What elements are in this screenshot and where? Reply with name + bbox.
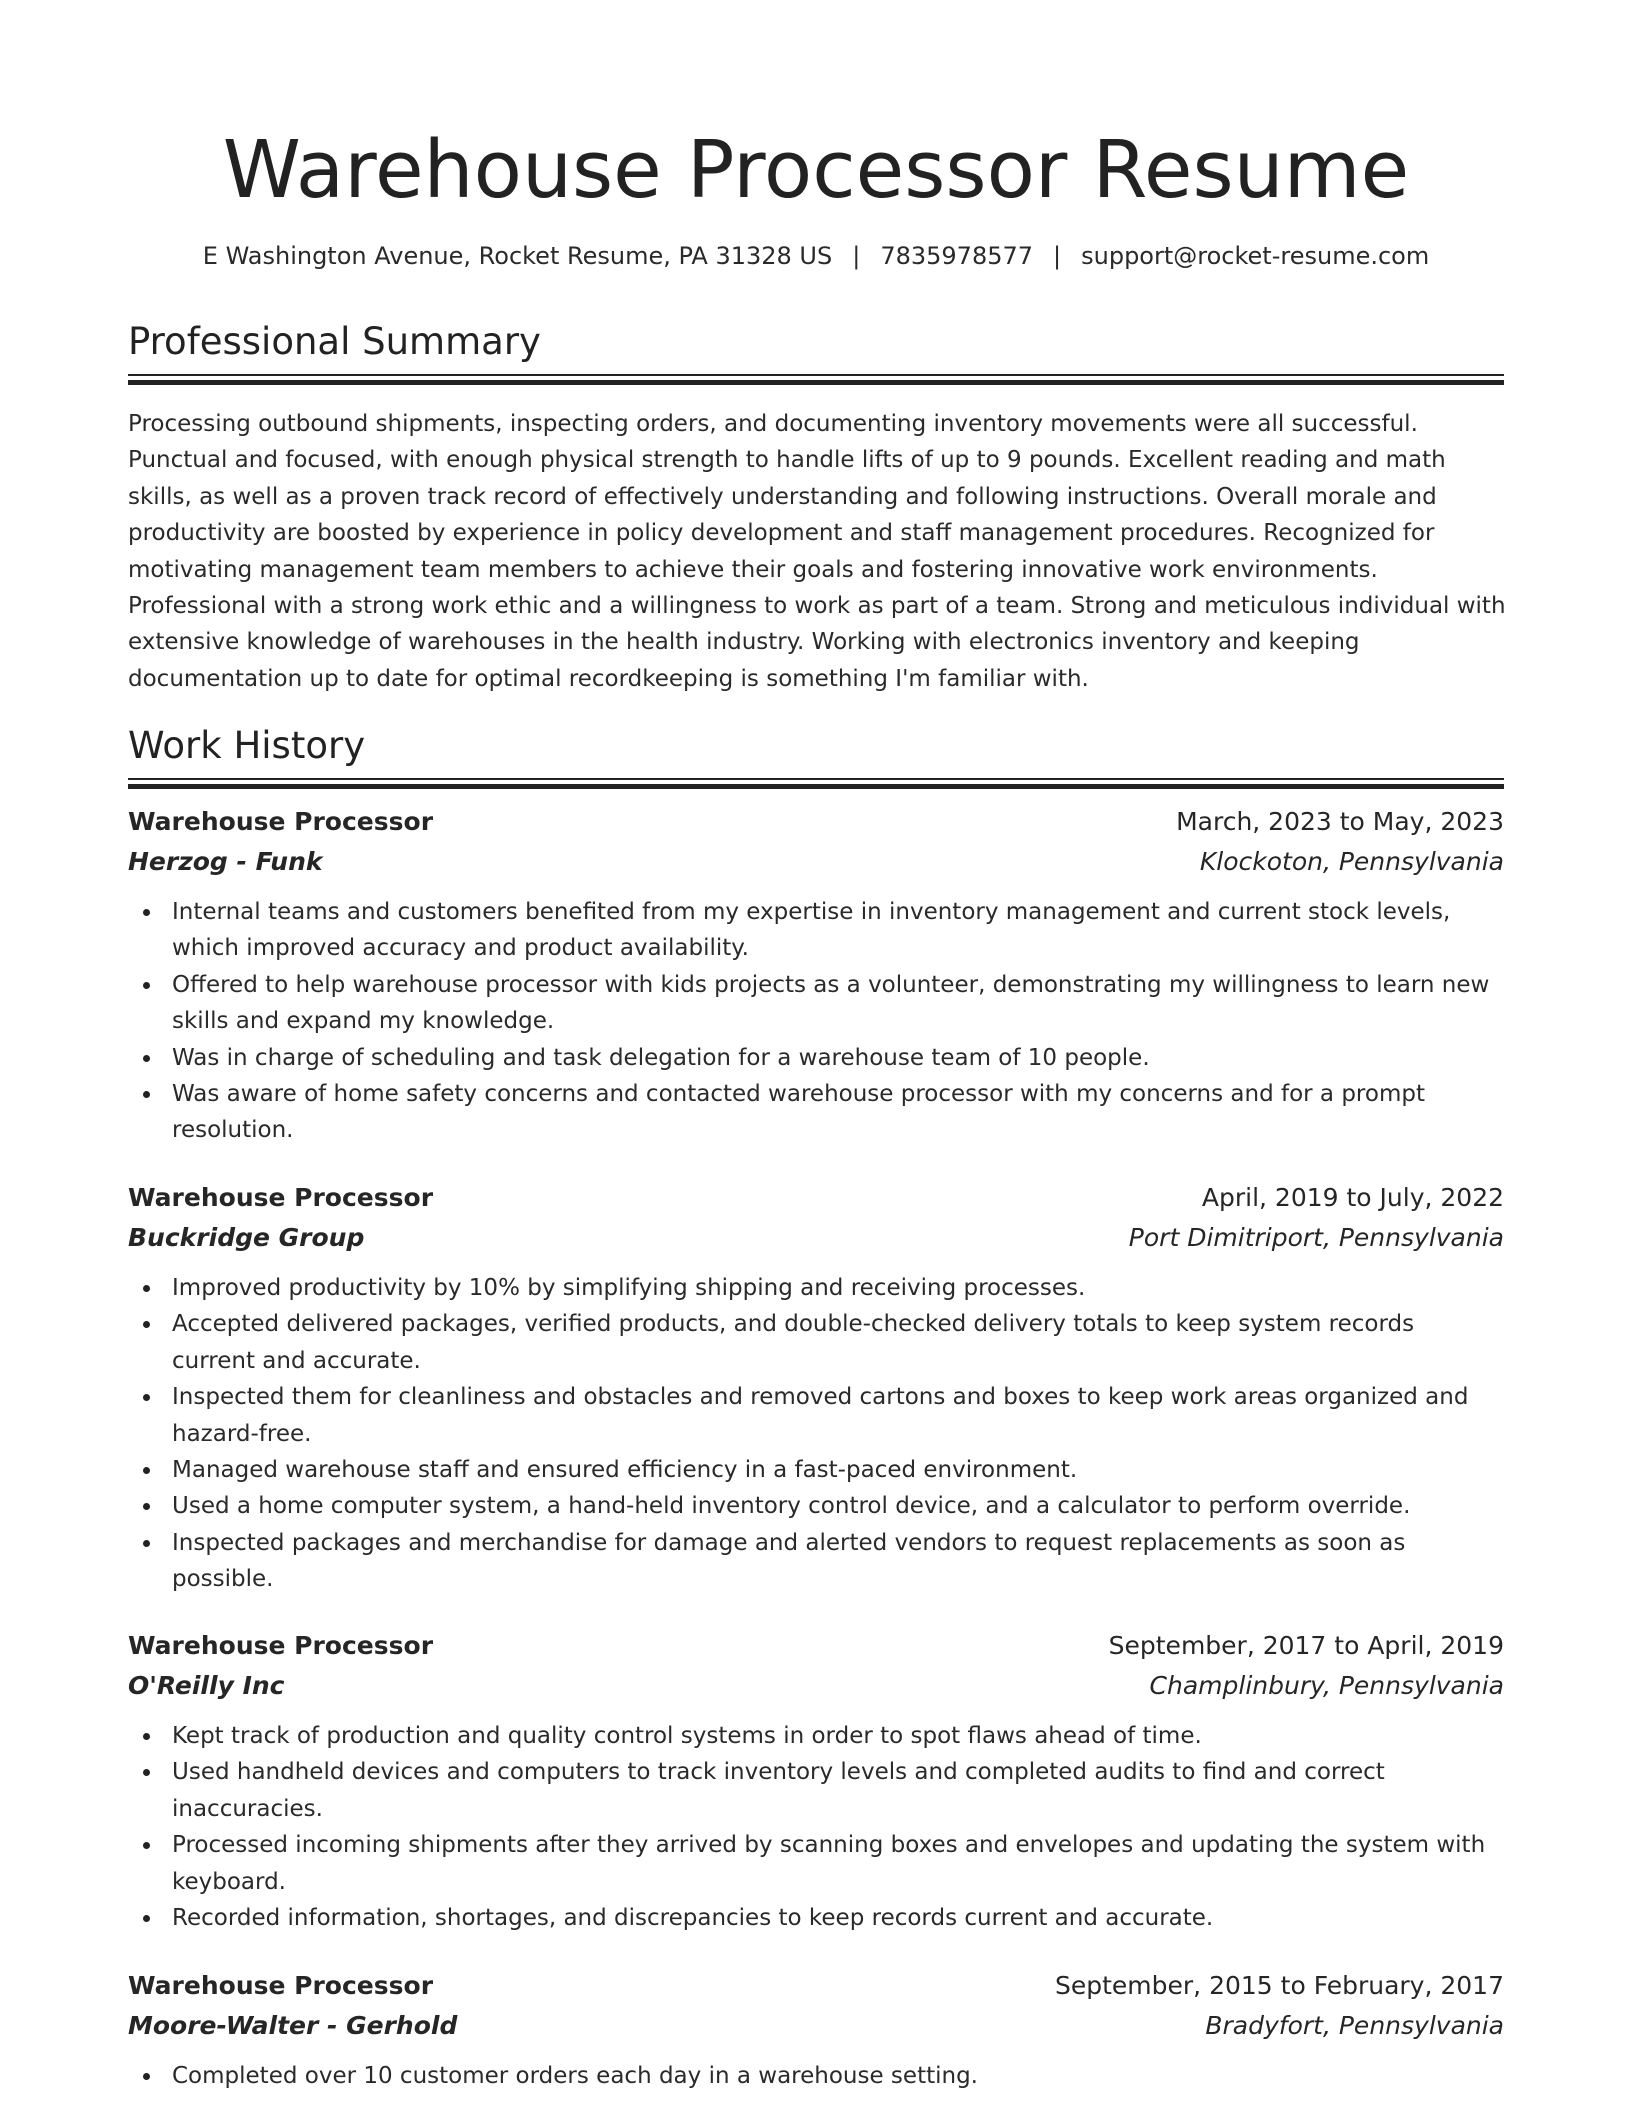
resume-title: Warehouse Processor Resume: [222, 124, 1410, 216]
job-dates: April, 2019 to July, 2022: [1201, 1183, 1504, 1212]
job-location: Champlinbury, Pennsylvania: [1149, 1671, 1504, 1700]
job-company-row: [128, 1218, 1504, 1258]
job-bullet: Inspected packages and merchandise for damage and alerted vendors to request replacements as soon as possible.: [128, 1525, 1504, 1598]
job-entry: [128, 1178, 1504, 1598]
job-entry: [128, 802, 1504, 1149]
job-bullet: Was aware of home safety concerns and contacted warehouse processor with my concerns and for a prompt resolution.: [128, 1076, 1504, 1149]
job-company: O'Reilly Inc: [128, 1671, 285, 1700]
job-company-row: [128, 842, 1504, 882]
job-bullet: Accepted delivered packages, verified products, and double-checked delivery totals to keep system records current and accurate.: [128, 1306, 1504, 1379]
job-bullet: Completed over 10 customer orders each day in a warehouse setting.: [128, 2058, 1504, 2094]
job-bullet: Recorded information, shortages, and discrepancies to keep records current and accurate.: [128, 1900, 1504, 1936]
job-header-row: [128, 1966, 1504, 2006]
job-bullet-list: [128, 894, 1504, 1149]
job-dates: September, 2017 to April, 2019: [1108, 1631, 1504, 1660]
job-bullet: Offered to help warehouse processor with kids projects as a volunteer, demonstrating my willingness to learn new skills and expand my knowledge.: [128, 967, 1504, 1040]
divider-thin-line: [128, 374, 1504, 376]
job-bullet: Managed warehouse staff and ensured efficiency in a fast-paced environment.: [128, 1452, 1504, 1488]
job-company: Buckridge Group: [128, 1223, 365, 1252]
contact-line: [0, 238, 1632, 274]
job-header-row: [128, 1626, 1504, 1666]
job-bullet-list: [128, 1270, 1504, 1598]
job-company: Moore-Walter - Gerhold: [128, 2011, 458, 2040]
job-header-row: [128, 802, 1504, 842]
job-title: Warehouse Processor: [128, 1183, 434, 1212]
contact-address: E Washington Avenue, Rocket Resume, PA 31328 US: [202, 242, 833, 270]
work-history-divider: [128, 778, 1504, 788]
contact-separator: |: [852, 242, 861, 270]
contact-separator: |: [1053, 242, 1062, 270]
divider-thin-line: [128, 778, 1504, 780]
job-header-row: [128, 1178, 1504, 1218]
job-title: Warehouse Processor: [128, 1971, 434, 2000]
divider-thick-line: [128, 380, 1504, 385]
job-bullet-list: [128, 2058, 1504, 2094]
job-bullet: Kept track of production and quality control systems in order to spot flaws ahead of time.: [128, 1718, 1504, 1754]
divider-thick-line: [128, 784, 1504, 789]
job-entry: [128, 1966, 1504, 2094]
job-company: Herzog - Funk: [128, 847, 323, 876]
job-title: Warehouse Processor: [128, 807, 434, 836]
job-bullet: Processed incoming shipments after they arrived by scanning boxes and envelopes and updating the system with keyboard.: [128, 1827, 1504, 1900]
job-bullet: Internal teams and customers benefited from my expertise in inventory management and current stock levels, which improved accuracy and product availability.: [128, 894, 1504, 967]
job-location: Klockoton, Pennsylvania: [1199, 847, 1504, 876]
job-location: Bradyfort, Pennsylvania: [1205, 2011, 1504, 2040]
job-bullet: Was in charge of scheduling and task delegation for a warehouse team of 10 people.: [128, 1040, 1504, 1076]
job-bullet: Used a home computer system, a hand-held inventory control device, and a calculator to perform override.: [128, 1488, 1504, 1524]
job-company-row: [128, 1666, 1504, 1706]
job-location: Port Dimitriport, Pennsylvania: [1128, 1223, 1504, 1252]
work-history-heading: Work History: [128, 724, 366, 767]
summary-divider: [128, 374, 1504, 384]
job-entry: [128, 1626, 1504, 1936]
job-title: Warehouse Processor: [128, 1631, 434, 1660]
job-dates: March, 2023 to May, 2023: [1176, 807, 1504, 836]
summary-heading: Professional Summary: [128, 320, 541, 363]
job-bullet: Improved productivity by 10% by simplifying shipping and receiving processes.: [128, 1270, 1504, 1306]
summary-text: Processing outbound shipments, inspecting orders, and documenting inventory movements were all successful. Punctual and focused, with enough physical strength to handle lifts of up to 9 pounds. Excellent reading and math skills, as well as a proven track record of effectively understanding and following instructions. Overall morale and productivity are boosted by experience in policy development and staff management procedures. Recognized for motivating management team members to achieve their goals and fostering innovative work environments. Professional with a strong work ethic and a willingness to work as part of a team. Strong and meticulous individual with extensive knowledge of warehouses in the health industry. Working with electronics inventory and keeping documentation up to date for optimal recordkeeping is something I'm familiar with.: [128, 411, 1506, 692]
job-bullet-list: [128, 1718, 1504, 1936]
job-bullet: Inspected them for cleanliness and obstacles and removed cartons and boxes to keep work areas organized and hazard-free.: [128, 1379, 1504, 1452]
job-dates: September, 2015 to February, 2017: [1055, 1971, 1504, 2000]
contact-email: support@rocket-resume.com: [1081, 242, 1430, 270]
contact-phone: 7835978577: [880, 242, 1034, 270]
job-company-row: [128, 2006, 1504, 2046]
job-bullet: Used handheld devices and computers to track inventory levels and completed audits to find and correct inaccuracies.: [128, 1754, 1504, 1827]
